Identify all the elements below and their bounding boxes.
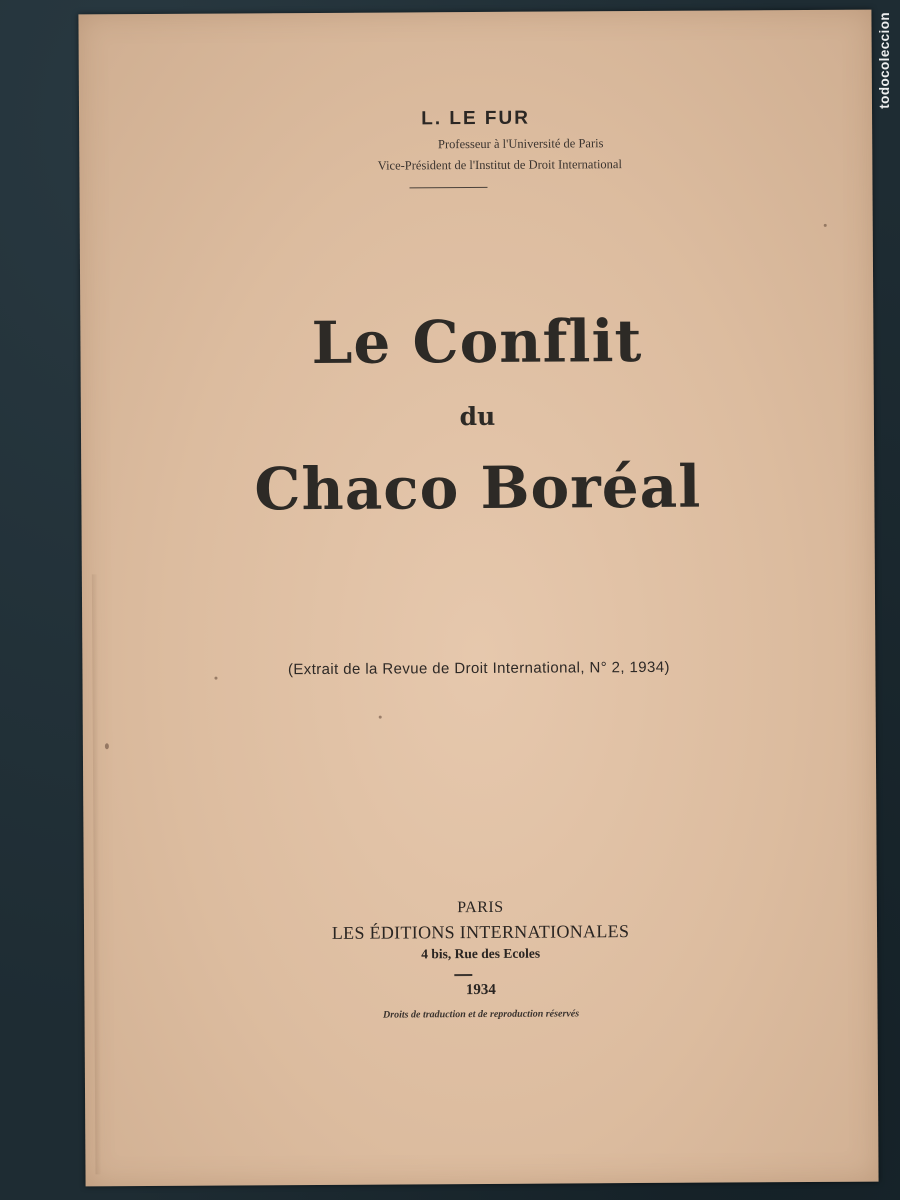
- rights-notice: Droits de traduction et de reproduction réservés: [382, 1008, 580, 1021]
- paper-spot: [105, 743, 109, 749]
- divider-rule: [409, 187, 487, 188]
- title-line-1: Le Conflit: [311, 306, 643, 378]
- year-divider: [454, 974, 472, 976]
- publisher-city: PARIS: [457, 898, 504, 917]
- publisher-address: 4 bis, Rue des Ecoles: [421, 945, 541, 962]
- author-position-1: Professeur à l'Université de Paris: [437, 136, 604, 152]
- title-line-3: Chaco Boréal: [254, 452, 702, 524]
- watermark-text: todocoleccion: [877, 12, 892, 109]
- paper-spot: [824, 224, 827, 227]
- author-name: L. LE FUR: [421, 107, 531, 130]
- title-line-2: du: [459, 401, 496, 432]
- author-position-2: Vice-Président de l'Institut de Droit International: [377, 157, 622, 173]
- paper-spot: [379, 716, 382, 719]
- extract-note: (Extrait de la Revue de Droit International, N° 2, 1934): [287, 658, 670, 679]
- publisher-name: LES ÉDITIONS INTERNATIONALES: [331, 921, 630, 943]
- publication-year: 1934: [465, 981, 496, 999]
- booklet-cover: [78, 10, 878, 1187]
